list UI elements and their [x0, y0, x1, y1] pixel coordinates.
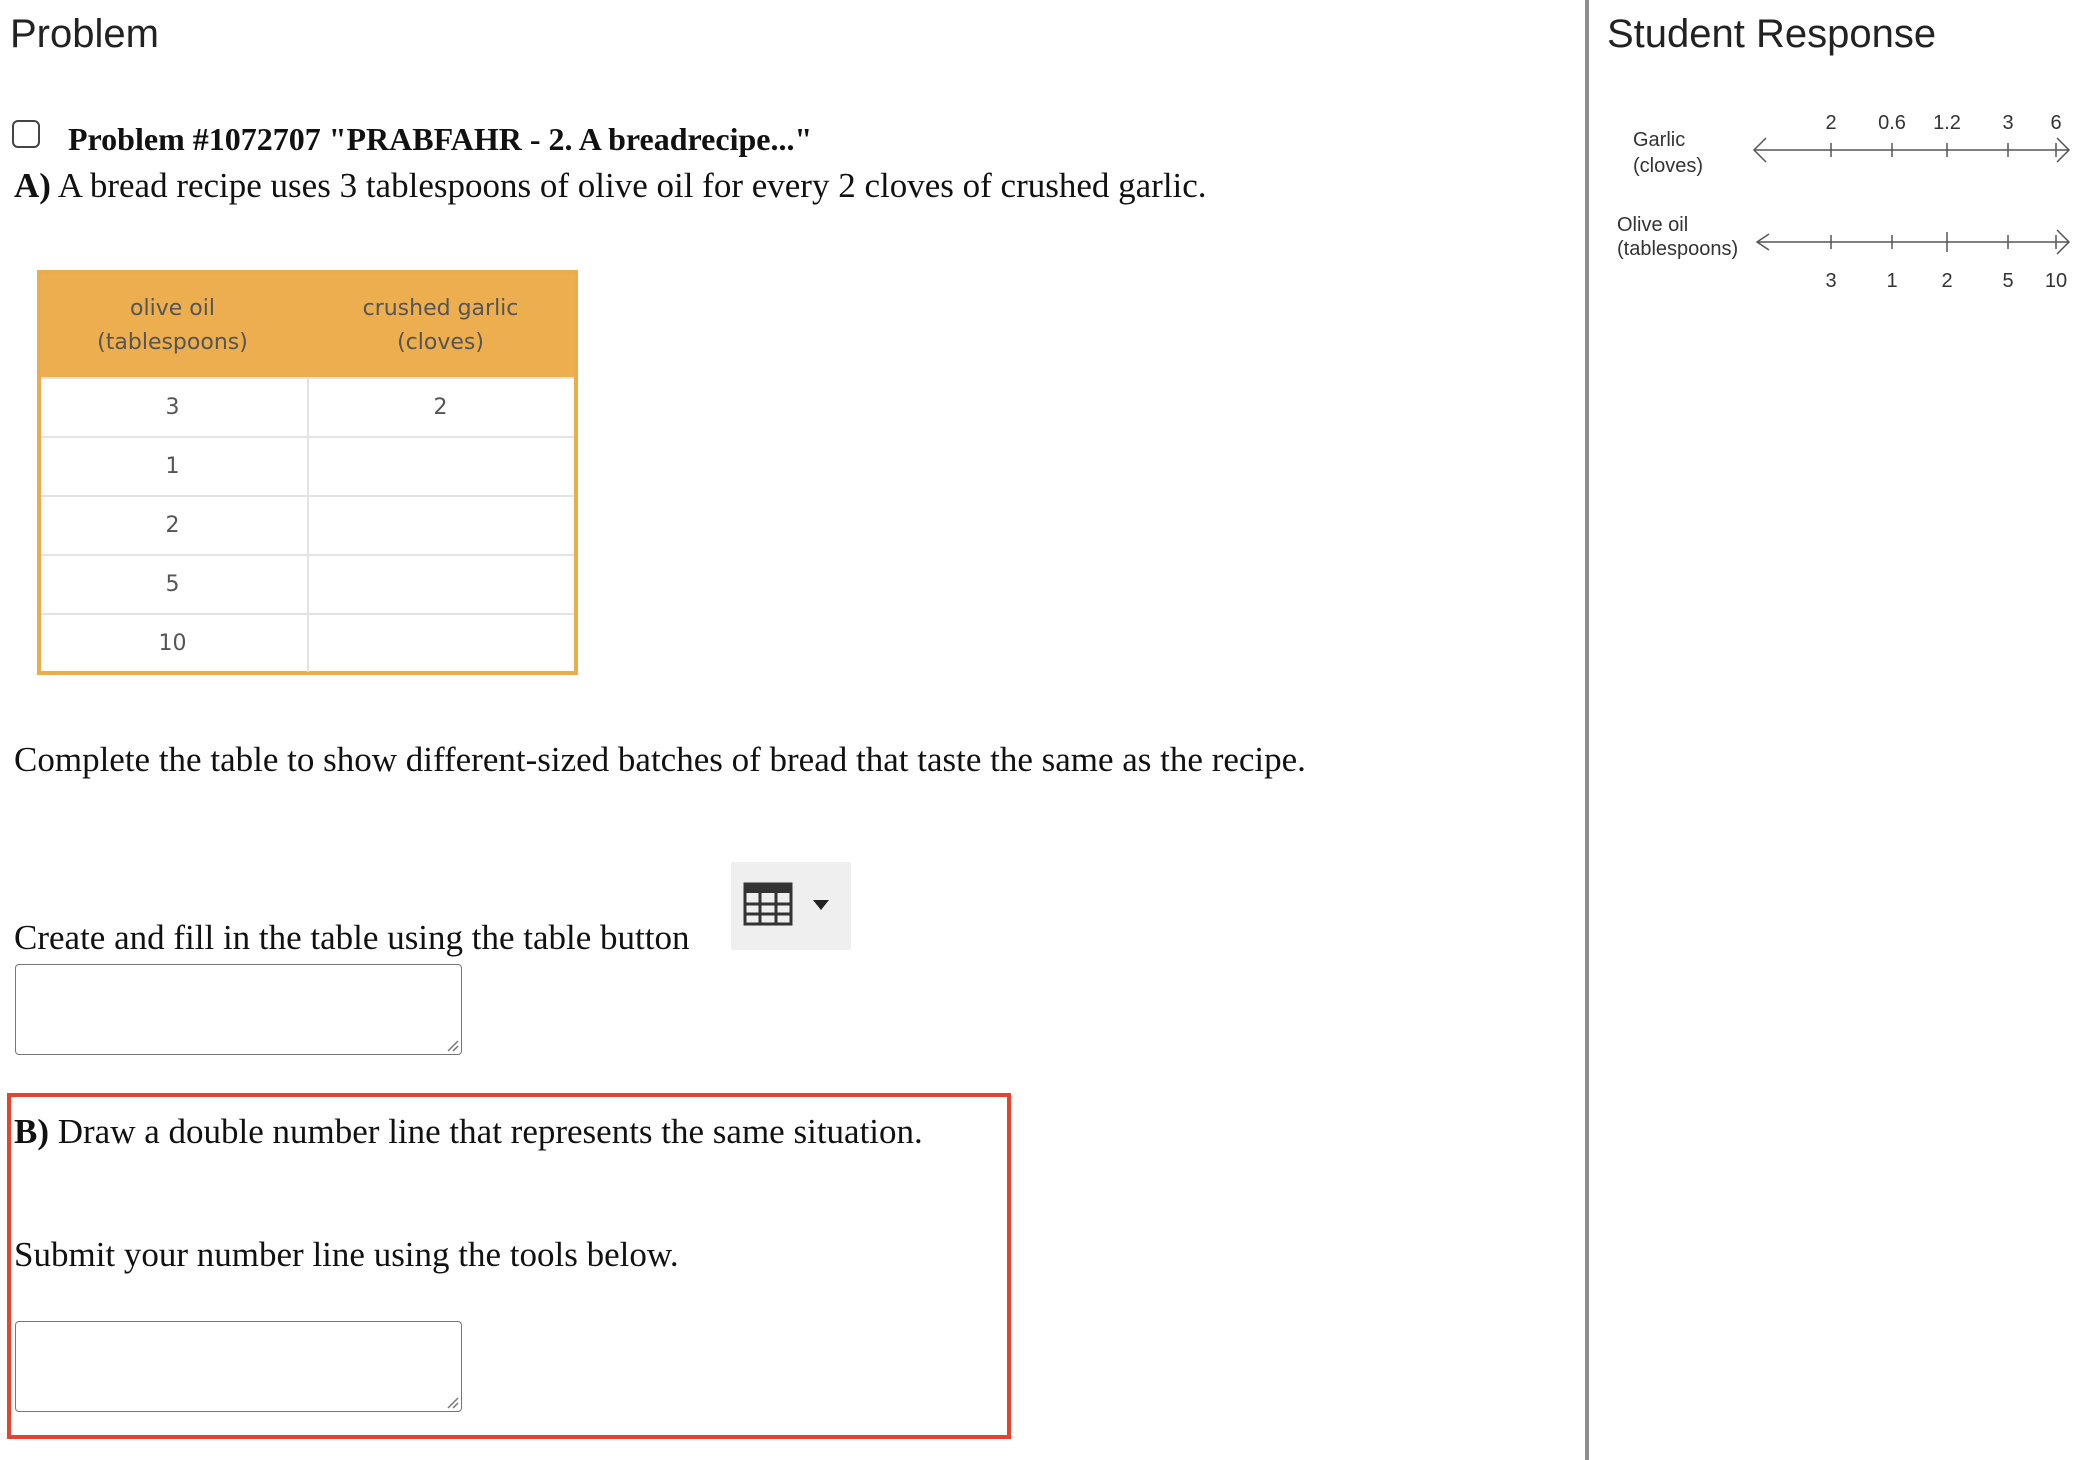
olive-oil-tick-label: 5 [2002, 270, 2014, 292]
create-table-instruction: Create and fill in the table using the table button [14, 918, 690, 957]
resize-grip-icon[interactable] [445, 1395, 459, 1409]
part-a-question [14, 166, 1207, 206]
table-row [41, 377, 574, 436]
student-response-title: Student Response [1607, 12, 1937, 56]
table-icon [731, 862, 851, 950]
table-row [41, 554, 574, 613]
part-b-text: Draw a double number line that represents the same situation. [49, 1112, 923, 1151]
table-cell: 2 [165, 513, 180, 538]
table-row [41, 436, 574, 495]
olive-oil-tick-label: 1 [1886, 270, 1898, 292]
table-cell [309, 497, 572, 554]
problem-checkbox[interactable] [12, 120, 40, 148]
table-row [41, 613, 574, 672]
part-b-question [14, 1112, 923, 1152]
student-response-panel [1589, 0, 2086, 1460]
garlic-tick-label: 2 [1825, 112, 1837, 134]
table-cell [309, 556, 572, 613]
part-a-text: A bread recipe uses 3 tablespoons of olive oil for every 2 cloves of crushed garlic. [50, 166, 1207, 205]
part-b-label: B) [14, 1112, 49, 1151]
garlic-tick-label: 3 [2002, 112, 2014, 134]
submit-instruction: Submit your number line using the tools below. [14, 1235, 679, 1274]
table-button[interactable] [731, 862, 851, 950]
number-line-answer-input[interactable] [15, 1321, 462, 1412]
olive-oil-tick-label: 3 [1825, 270, 1837, 292]
table-cell: 1 [165, 454, 180, 479]
part-a-label: A) [14, 166, 51, 205]
olive-oil-tick-label: 2 [1941, 270, 1953, 292]
olive-oil-tick-label: 10 [2044, 270, 2068, 292]
garlic-tick-label: 0.6 [1878, 112, 1906, 134]
crushed-garlic-column-header: crushed garlic (cloves) [362, 296, 519, 355]
garlic-tick-label: 6 [2050, 112, 2062, 134]
table-cell: 3 [165, 395, 180, 420]
olive-oil-axis-label: Olive oil (tablespoons) [1617, 214, 1739, 260]
chevron-down-icon [813, 900, 829, 910]
resize-grip-icon[interactable] [445, 1038, 459, 1052]
problem-panel-title: Problem [10, 12, 159, 56]
table-row [41, 495, 574, 554]
recipe-table-header [41, 274, 574, 377]
table-cell: 2 [433, 395, 448, 420]
table-cell: 5 [165, 572, 180, 597]
garlic-tick-label: 1.2 [1933, 112, 1961, 134]
garlic-axis-label: Garlic (cloves) [1633, 129, 1704, 177]
problem-title: Problem #1072707 "PRABFAHR - 2. A breadrecipe..." [68, 121, 813, 157]
table-cell [309, 615, 572, 672]
table-answer-input[interactable] [15, 964, 462, 1055]
table-cell: 10 [158, 631, 187, 656]
table-cell [309, 438, 572, 495]
olive-oil-column-header: olive oil (tablespoons) [97, 296, 248, 355]
complete-table-instruction: Complete the table to show different-sized batches of bread that taste the same as the recipe. [14, 740, 1306, 779]
recipe-table [37, 270, 578, 675]
